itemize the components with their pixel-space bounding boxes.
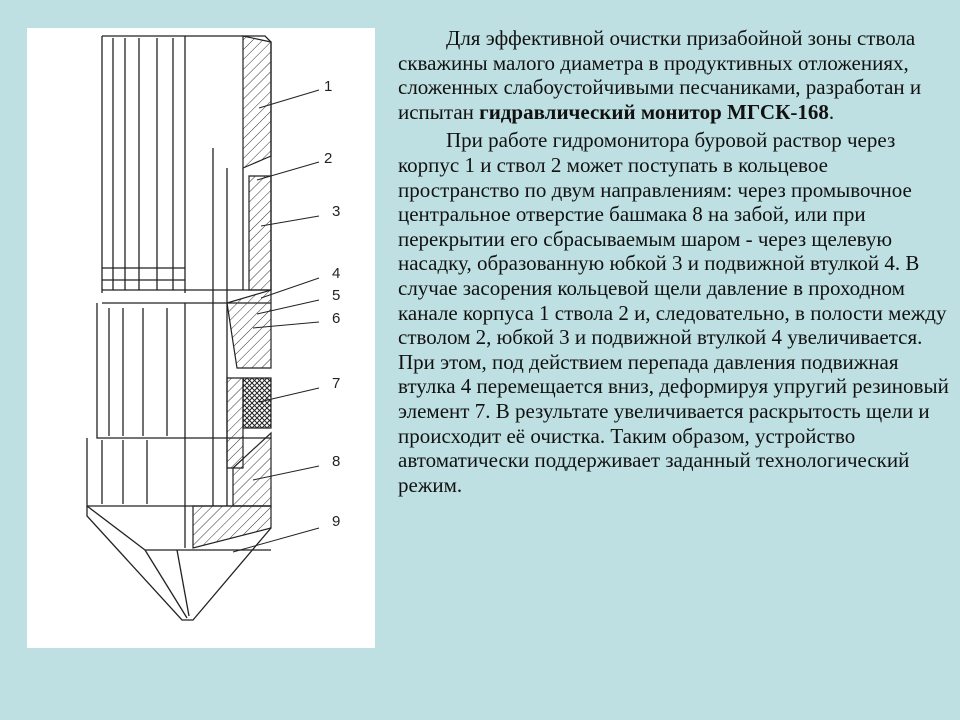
callout-7: 7 (332, 375, 341, 392)
callout-1: 1 (324, 78, 333, 95)
callout-2: 2 (324, 150, 333, 167)
callout-8: 8 (332, 453, 341, 470)
intro-end: . (828, 99, 835, 124)
callout-3: 3 (332, 203, 341, 220)
callout-5: 5 (332, 287, 341, 304)
callout-6: 6 (332, 310, 341, 327)
callout-9: 9 (332, 513, 341, 530)
hatched-sections (193, 36, 271, 548)
description-text (398, 26, 950, 497)
hydromonitor-diagram (27, 28, 375, 648)
paragraph-intro (398, 26, 950, 124)
paragraph-operation: При работе гидромонитора буровой раствор через корпус 1 и ствол 2 может поступать в кольцевое пространство по двум направлениям: через промывочное центральное отверстие башмака 8 на забой, или при перекрытии его сбрасываемым шаром - через щелевую насадку, образованную юбкой 3 и подвижной втулкой 4. В случае засорения кольцевой щели давление в проходном канале корпуса 1 ствола 2 и, следовательно, в полости между стволом 2, юбкой 3 и подвижной втулкой 4 увеличивается. При этом, под действием перепада давления подвижная втулка 4 перемещается вниз, деформируя упругий резиновый элемент 7. В результате увеличивается раскрытость щели и происходит её очистка. Таким образом, устройство автоматически поддерживает заданный технологический режим. (398, 128, 949, 497)
technical-drawing-panel (27, 28, 375, 648)
callout-4: 4 (332, 265, 341, 282)
intro-text: Для эффективной очистки призабойной зоны ствола скважины малого диаметра в продуктивных отложениях, сложенных слабоустойчивыми песчаниками, разработан и испытан (398, 26, 922, 124)
device-name-bold: гидравлический монитор МГСК-168 (479, 99, 829, 124)
